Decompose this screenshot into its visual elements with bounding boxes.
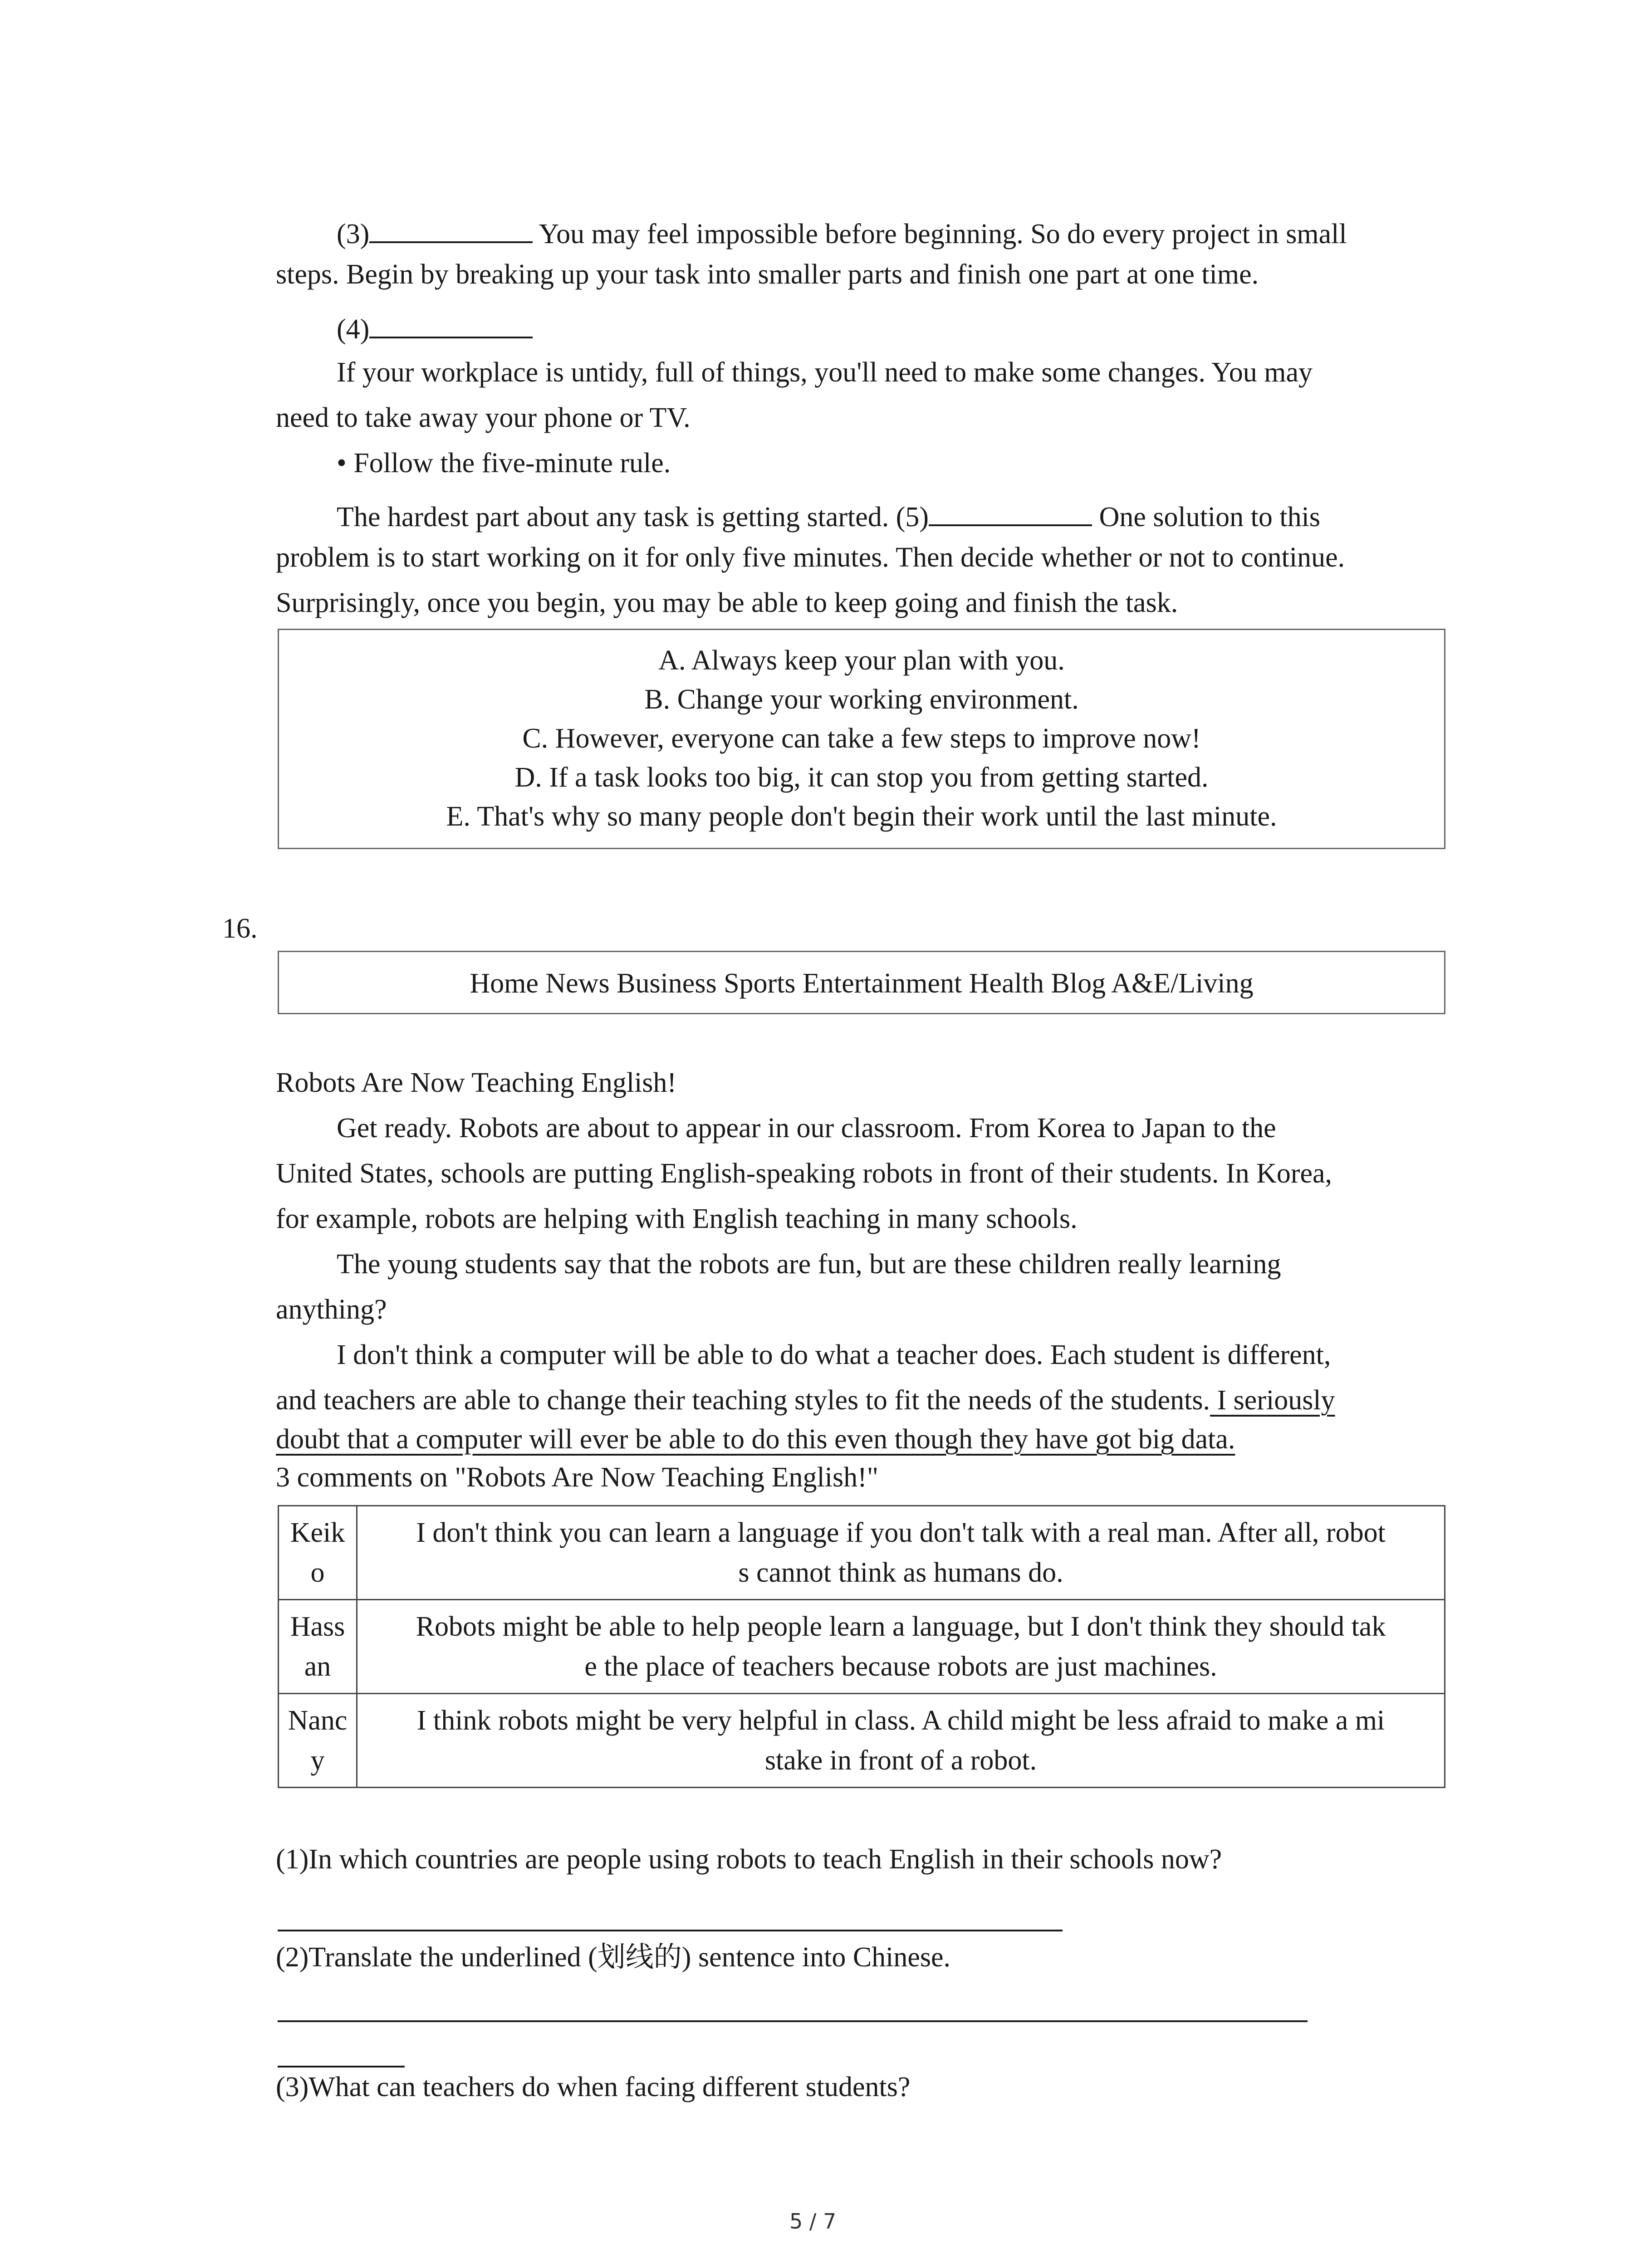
option-c: C. However, everyone can take a few steps to improve now! bbox=[522, 723, 1201, 754]
article-para-1-line-2: United States, schools are putting English-speaking robots in front of their students. In Korea, bbox=[276, 1158, 1332, 1189]
article-para-1-line-3: for example, robots are helping with English teaching in many schools. bbox=[276, 1203, 1078, 1234]
comment-text: Robots might be able to help people learn a language, but I don't think they should tak e the place of teachers because robots are just machines. bbox=[357, 1600, 1445, 1694]
paragraph-5-text-pre: The hardest part about any task is getting started. (5) bbox=[337, 502, 929, 533]
paragraph-4-heading bbox=[337, 308, 533, 346]
answer-line-2a[interactable] bbox=[278, 2020, 1308, 2022]
option-d: D. If a task looks too big, it can stop you from getting started. bbox=[514, 762, 1209, 793]
answer-blank-3[interactable] bbox=[369, 213, 533, 243]
commenter-name: Keik o bbox=[279, 1506, 357, 1600]
website-nav-links: Home News Business Sports Entertainment Health Blog A&E/Living bbox=[470, 968, 1254, 999]
comments-table bbox=[278, 1505, 1445, 1788]
blank-number-4: (4) bbox=[337, 314, 370, 345]
answer-line-2b[interactable] bbox=[278, 2066, 405, 2068]
question-3: (3)What can teachers do when facing different students? bbox=[276, 2072, 911, 2102]
paragraph-3-line-1 bbox=[337, 213, 1347, 250]
article-para-2-line-1: The young students say that the robots are fun, but are these children really learning bbox=[337, 1249, 1281, 1280]
article-title: Robots Are Now Teaching English! bbox=[276, 1067, 677, 1098]
commenter-name: Nanc y bbox=[279, 1694, 357, 1788]
paragraph-4-line-1: If your workplace is untidy, full of things, you'll need to make some changes. You may bbox=[337, 357, 1313, 388]
option-b: B. Change your working environment. bbox=[644, 684, 1079, 715]
bullet-five-minute-rule: • Follow the five-minute rule. bbox=[337, 448, 671, 479]
paragraph-4-line-2: need to take away your phone or TV. bbox=[276, 402, 691, 433]
answer-blank-5[interactable] bbox=[929, 496, 1092, 526]
paragraph-5-line-2: problem is to start working on it for only five minutes. Then decide whether or not to continue. bbox=[276, 542, 1345, 573]
comments-heading: 3 comments on "Robots Are Now Teaching English!" bbox=[276, 1462, 879, 1493]
commenter-name: Hass an bbox=[279, 1600, 357, 1694]
website-nav-bar bbox=[278, 951, 1445, 1014]
article-para-2-line-2: anything? bbox=[276, 1294, 387, 1325]
answer-line-1[interactable] bbox=[278, 1930, 1063, 1931]
options-box bbox=[278, 629, 1445, 849]
option-e: E. That's why so many people don't begin their work until the last minute. bbox=[446, 801, 1277, 832]
page-number: 5 / 7 bbox=[789, 2209, 837, 2234]
underlined-sentence-end: doubt that a computer will ever be able to do this even though they have got big data. bbox=[276, 1424, 1235, 1455]
comment-row bbox=[279, 1600, 1445, 1694]
comment-text: I think robots might be very helpful in class. A child might be less afraid to make a mi stake in front of a robot. bbox=[357, 1694, 1445, 1788]
article-para-1-line-1: Get ready. Robots are about to appear in our classroom. From Korea to Japan to the bbox=[337, 1113, 1276, 1144]
blank-number-3: (3) bbox=[337, 219, 370, 249]
answer-blank-4[interactable] bbox=[369, 308, 533, 338]
underlined-sentence-start: I seriously bbox=[1210, 1385, 1335, 1416]
paragraph-5-line-3: Surprisingly, once you begin, you may be able to keep going and finish the task. bbox=[276, 587, 1178, 618]
question-number-16: 16. bbox=[222, 913, 258, 944]
paragraph-5-line-1 bbox=[337, 496, 1320, 533]
comment-row bbox=[279, 1506, 1445, 1600]
option-a: A. Always keep your plan with you. bbox=[658, 645, 1065, 676]
paragraph-5-text-post: One solution to this bbox=[1099, 502, 1320, 533]
question-1: (1)In which countries are people using robots to teach English in their schools now? bbox=[276, 1844, 1222, 1875]
comment-text: I don't think you can learn a language if you don't talk with a real man. After all, robot s cannot think as humans do. bbox=[357, 1506, 1445, 1600]
article-para-3-line-2 bbox=[276, 1384, 1335, 1417]
article-para-3-text: and teachers are able to change their teaching styles to fit the needs of the students. bbox=[276, 1385, 1210, 1416]
paragraph-3-text: You may feel impossible before beginning. So do every project in small bbox=[539, 219, 1347, 249]
comment-row bbox=[279, 1694, 1445, 1788]
article-para-3-line-1: I don't think a computer will be able to do what a teacher does. Each student is different, bbox=[337, 1339, 1331, 1370]
question-2: (2)Translate the underlined (划线的) sentence into Chinese. bbox=[276, 1942, 951, 1973]
paragraph-3-line-2: steps. Begin by breaking up your task into smaller parts and finish one part at one time. bbox=[276, 259, 1259, 290]
